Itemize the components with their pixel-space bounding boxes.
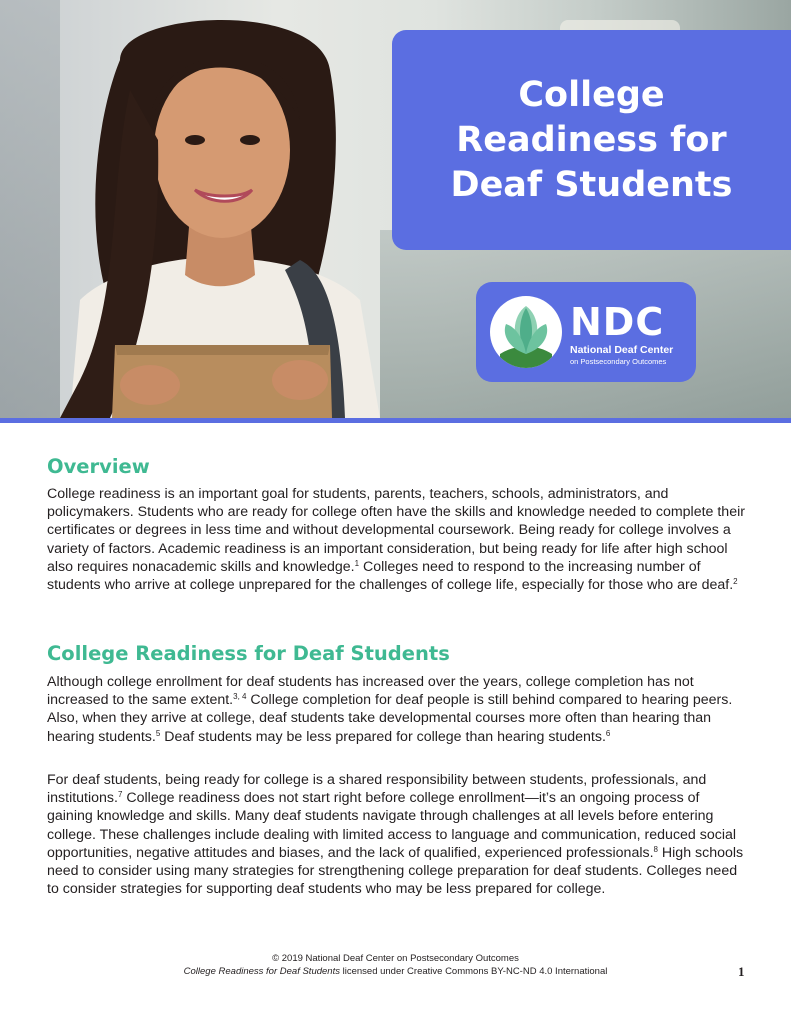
title-banner (392, 30, 791, 250)
text-run: High schools need to consider using many strategies for strengthening college preparation for deaf students. Colleges need to consider strategies for supporting deaf students who may be less prepared for college. (47, 844, 744, 898)
citation: 6 (605, 728, 611, 738)
citation: 3, 4 (233, 692, 247, 702)
overview-heading: Overview (47, 455, 150, 478)
text-run: Although college enrollment for deaf students has increased over the years, college completion has not increased to the same extent. (47, 674, 694, 709)
logo-name: National Deaf Center (570, 344, 674, 356)
text-run: Colleges need to respond to the increasing number of students who arrive at college unprepared for the challenges of college life, especially for those who are deaf. (47, 558, 734, 594)
ndc-logo (476, 282, 696, 382)
logo-subtitle: on Postsecondary Outcomes (570, 357, 667, 366)
page-title: College Readiness for Deaf Students (450, 74, 733, 205)
section-heading: College Readiness for Deaf Students (47, 642, 450, 665)
text-run: College readiness does not start right before college enrollment—it’s an ongoing process of gaining knowledge and skills. Many deaf students navigate through challenges at all levels before entering college. These challenges include dealing with limited access to language and communication, reduced social opportunities, negative attitudes and biases, and the lack of qualified, experienced professionals. (47, 790, 737, 861)
student-photo (0, 0, 440, 418)
text-run: College readiness is an important goal for students, parents, teachers, schools, administrators, and policymakers. Students who are ready for college often have the skills and knowledge needed to complete their certificates or degrees in less time and without developmental coursework. Being ready for college involves a variety of factors. Academic readiness is an important consideration, but being ready for life after high school also requires nonacademic skills and knowledge. (47, 486, 745, 575)
page-number: 1 (738, 964, 745, 979)
license-title: College Readiness for Deaf Students (183, 966, 340, 977)
header-divider (0, 418, 791, 423)
text-run: For deaf students, being ready for college is a shared responsibility between students, professionals, and institutions. (47, 772, 707, 807)
citation: 5 (155, 728, 161, 738)
footer-license (0, 966, 791, 977)
logo-abbreviation: NDC (570, 300, 665, 344)
citation: 8 (653, 844, 658, 854)
overview-paragraph (47, 485, 747, 594)
section-paragraph-2 (47, 771, 747, 898)
text-run: Deaf students may be less prepared for college than hearing students. (160, 728, 606, 745)
citation: 2 (733, 577, 738, 587)
hero-banner (0, 0, 791, 418)
license-text: licensed under Creative Commons BY-NC-ND 4.0 International (339, 966, 608, 977)
citation: 1 (354, 558, 360, 568)
section-paragraph-1 (47, 673, 747, 746)
citation: 7 (117, 790, 123, 800)
ndc-leaf-logo-icon (490, 296, 562, 368)
footer-copyright: © 2019 National Deaf Center on Postsecondary Outcomes (272, 953, 519, 964)
text-run: College completion for deaf people is still behind compared to hearing peers. Also, when they arrive at college, deaf students take developmental courses more often than hearing than hearing students. (47, 692, 733, 745)
